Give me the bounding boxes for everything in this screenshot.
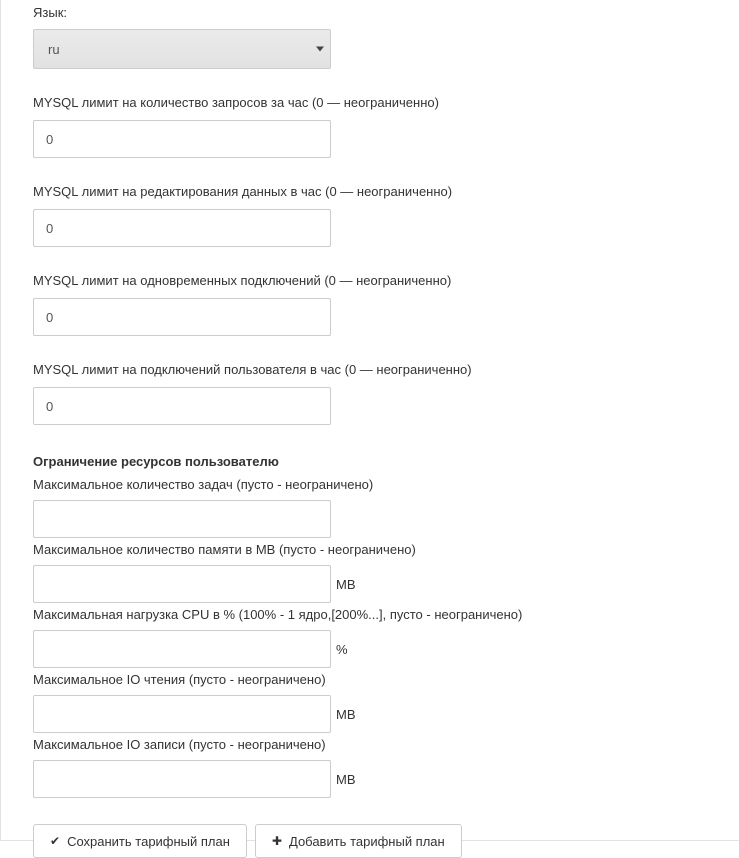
save-tariff-plan-label: Сохранить тарифный план [67, 833, 230, 849]
max-io-write-group [33, 737, 723, 798]
add-tariff-plan-button[interactable] [255, 824, 462, 858]
add-tariff-plan-label: Добавить тарифный план [289, 833, 445, 849]
max-io-read-row [33, 695, 723, 733]
language-label: Язык: [33, 5, 67, 20]
max-memory-label: Максимальное количество памяти в MB (пусто - неограничено) [33, 542, 416, 557]
max-io-write-input[interactable] [33, 760, 331, 798]
max-io-read-label: Максимальное IO чтения (пусто - неограничено) [33, 672, 326, 687]
language-select[interactable] [33, 29, 331, 69]
plus-icon: ✚ [271, 834, 282, 848]
max-io-read-group [33, 672, 723, 733]
max-cpu-group [33, 607, 723, 668]
max-io-read-unit: MB [336, 706, 356, 722]
mysql-updates-per-hour-label: MYSQL лимит на редактирования данных в час (0 — неограниченно) [33, 184, 453, 199]
save-tariff-plan-button[interactable] [33, 824, 247, 858]
mysql-updates-per-hour-input[interactable] [33, 209, 331, 247]
max-cpu-row [33, 630, 723, 668]
language-select-value: ru [48, 41, 60, 57]
mysql-max-connections-input[interactable] [33, 298, 331, 336]
language-field-group [33, 0, 723, 69]
form-content [33, 0, 723, 858]
max-tasks-input[interactable] [33, 500, 331, 538]
max-io-write-row [33, 760, 723, 798]
max-cpu-label: Максимальная нагрузка CPU в % (100% - 1 ядро,[200%...], пусто - неограничено) [33, 607, 523, 622]
mysql-user-connections-per-hour-input[interactable] [33, 387, 331, 425]
max-cpu-unit: % [336, 641, 348, 657]
max-tasks-row [33, 500, 723, 538]
max-tasks-label: Максимальное количество задач (пусто - неограничено) [33, 477, 374, 492]
max-memory-unit: MB [336, 576, 356, 592]
mysql-queries-per-hour-group [33, 95, 723, 158]
max-memory-row [33, 565, 723, 603]
mysql-max-connections-label: MYSQL лимит на одновременных подключений (0 — неограниченно) [33, 273, 452, 288]
mysql-user-connections-per-hour-label: MYSQL лимит на подключений пользователя в час (0 — неограниченно) [33, 362, 472, 377]
mysql-queries-per-hour-input[interactable] [33, 120, 331, 158]
max-tasks-group [33, 477, 723, 538]
mysql-queries-per-hour-label: MYSQL лимит на количество запросов за час (0 — неограниченно) [33, 95, 439, 110]
max-cpu-input[interactable] [33, 630, 331, 668]
mysql-max-connections-group [33, 273, 723, 336]
mysql-updates-per-hour-group [33, 184, 723, 247]
max-memory-input[interactable] [33, 565, 331, 603]
form-actions [33, 824, 723, 858]
resource-limits-title: Ограничение ресурсов пользователю [33, 454, 279, 469]
max-io-write-label: Максимальное IO записи (пусто - неограничено) [33, 737, 326, 752]
max-io-read-input[interactable] [33, 695, 331, 733]
left-divider [0, 0, 1, 841]
max-memory-group [33, 542, 723, 603]
max-io-write-unit: MB [336, 771, 356, 787]
check-icon: ✔ [50, 834, 61, 848]
chevron-down-icon [316, 47, 324, 52]
mysql-user-connections-per-hour-group [33, 362, 723, 425]
